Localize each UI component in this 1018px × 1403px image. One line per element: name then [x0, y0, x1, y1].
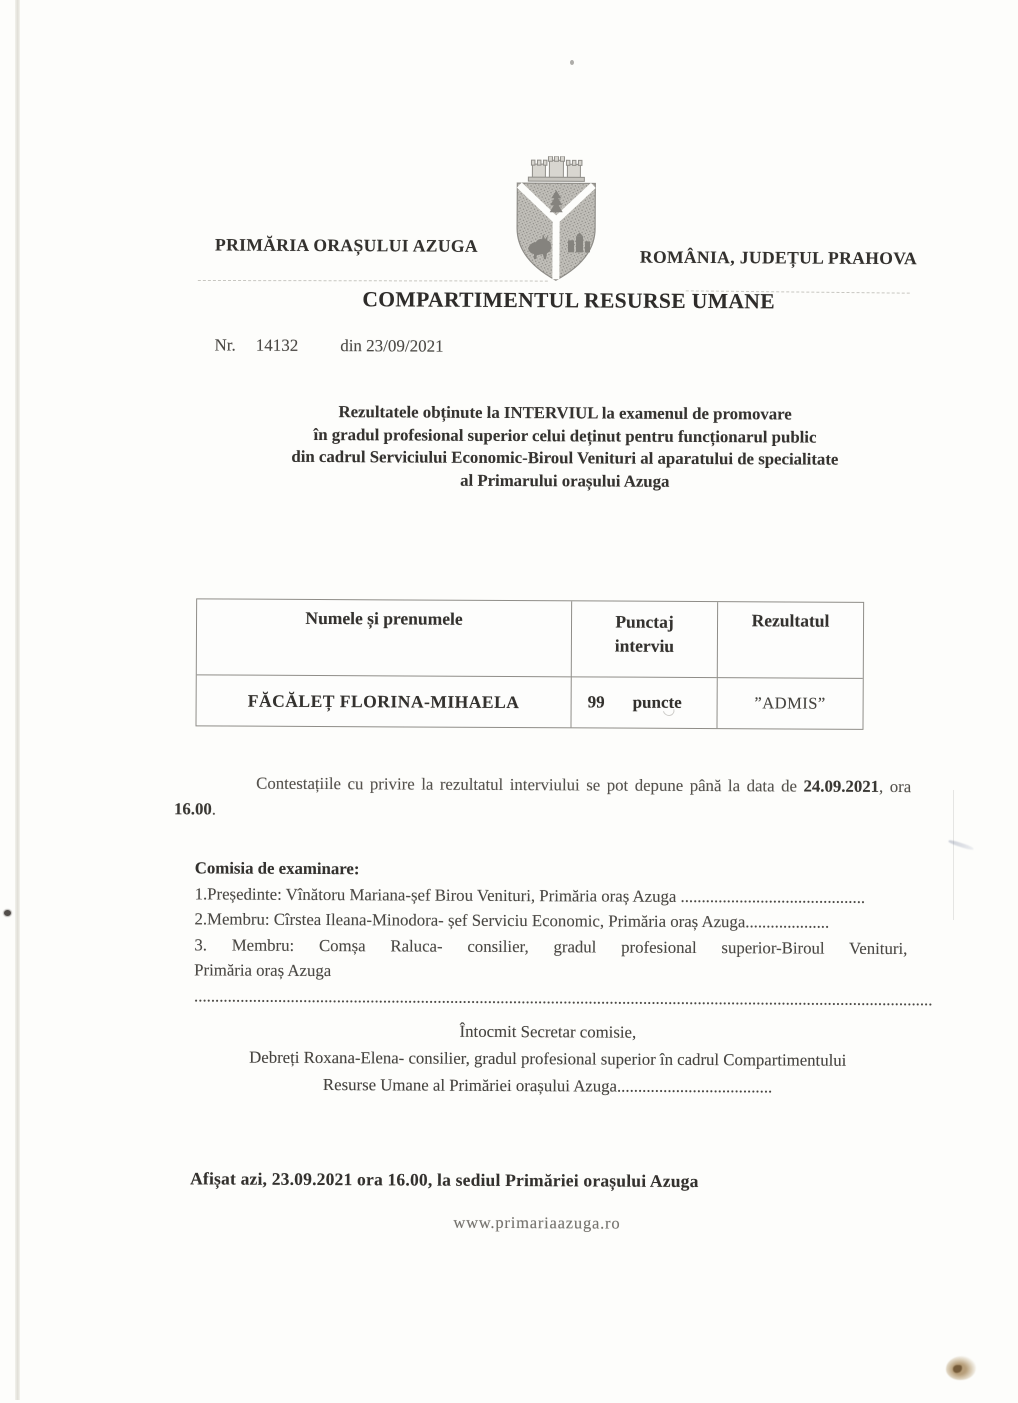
candidate-name-cell: FĂCĂLEȚ FLORINA-MIHAELA [247, 690, 520, 712]
contestation-text: Contestațiile cu privire la rezultatul interviului se pot depune până la data de [256, 773, 804, 796]
country-county: ROMÂNIA, JUDEȚUL PRAHOVA [639, 246, 918, 269]
registration-date: din 23/09/2021 [340, 336, 444, 356]
score-unit: puncte [632, 692, 682, 712]
subject-line: Rezultatele obținute la INTERVIUL la examenul de promovare [338, 402, 792, 424]
subject-line: în gradul profesional superior celui deținut pentru funcționarul public [313, 424, 817, 447]
scan-dot-artifact [4, 910, 11, 916]
col-header-score: Punctaj interviu [571, 601, 717, 678]
website-url: www.primariaazuga.ro [453, 1212, 621, 1233]
table-row [196, 675, 862, 728]
commission-member: 2.Membru: Cîrstea Ileana-Minodora- șef Serviciu Economic, Primăria oraș Azuga.................... [194, 909, 830, 932]
secretary-line: Întocmit Secretar comisie, [459, 1021, 637, 1042]
registration-nr-value: 14132 [255, 335, 299, 355]
commission-member-continuation: Primăria oraș Azuga ................................................................................................................................................................................ [194, 960, 933, 1009]
commission-section [194, 855, 933, 1012]
score-cell [570, 677, 716, 728]
col-header-result: Rezultatul [717, 602, 863, 679]
scan-hairline-artifact [953, 790, 954, 920]
contestation-paragraph [174, 770, 911, 826]
table-header-row [197, 599, 863, 678]
secretary-section [178, 1016, 918, 1101]
result-cell: ”ADMIS” [716, 678, 862, 729]
secretary-line: Resurse Umane al Primăriei orașului Azuga..................................... [322, 1075, 773, 1097]
contestation-deadline-date: 24.09.2021 [803, 776, 880, 796]
registration-line [214, 335, 443, 356]
registration-nr-label: Nr. [214, 335, 236, 355]
issuer-name: PRIMĂRIA ORAȘULUI AZUGA [214, 234, 479, 256]
commission-title: Comisia de examinare: [194, 858, 360, 879]
commission-member: 1.Președinte: Vînătoru Mariana-șef Birou Venituri, Primăria oraș Azuga ............................................ [194, 883, 866, 907]
results-table [195, 598, 864, 729]
col-header-name: Numele și prenumele [197, 599, 571, 677]
scan-speck [570, 60, 574, 65]
posted-notice: Afișat azi, 23.09.2021 ora 16.00, la sediul Primăriei orașului Azuga [190, 1168, 699, 1191]
secretary-line: Debreți Roxana-Elena- consilier, gradul profesional superior în cadrul Compartimentului [249, 1047, 847, 1070]
department-title: COMPARTIMENTUL RESURSE UMANE [362, 287, 776, 314]
contestation-deadline-time: 16.00 [174, 799, 212, 819]
commission-member: 3. Membru: Comșa Raluca- consilier, gradul profesional superior-Biroul Venituri, [194, 934, 908, 958]
subject-paragraph [231, 401, 899, 494]
contestation-period: . [211, 799, 217, 819]
scan-smudge-artifact [946, 1356, 976, 1380]
subject-line: al Primarului orașului Azuga [460, 470, 670, 491]
subject-line: din cadrul Serviciului Economic-Biroul Venituri al aparatului de specialitate [291, 446, 839, 469]
contestation-ora-label: , ora [878, 776, 912, 797]
azuga-coat-of-arms-icon [510, 156, 603, 282]
header-underline-left [198, 280, 548, 282]
score-value: 99 [587, 692, 605, 712]
